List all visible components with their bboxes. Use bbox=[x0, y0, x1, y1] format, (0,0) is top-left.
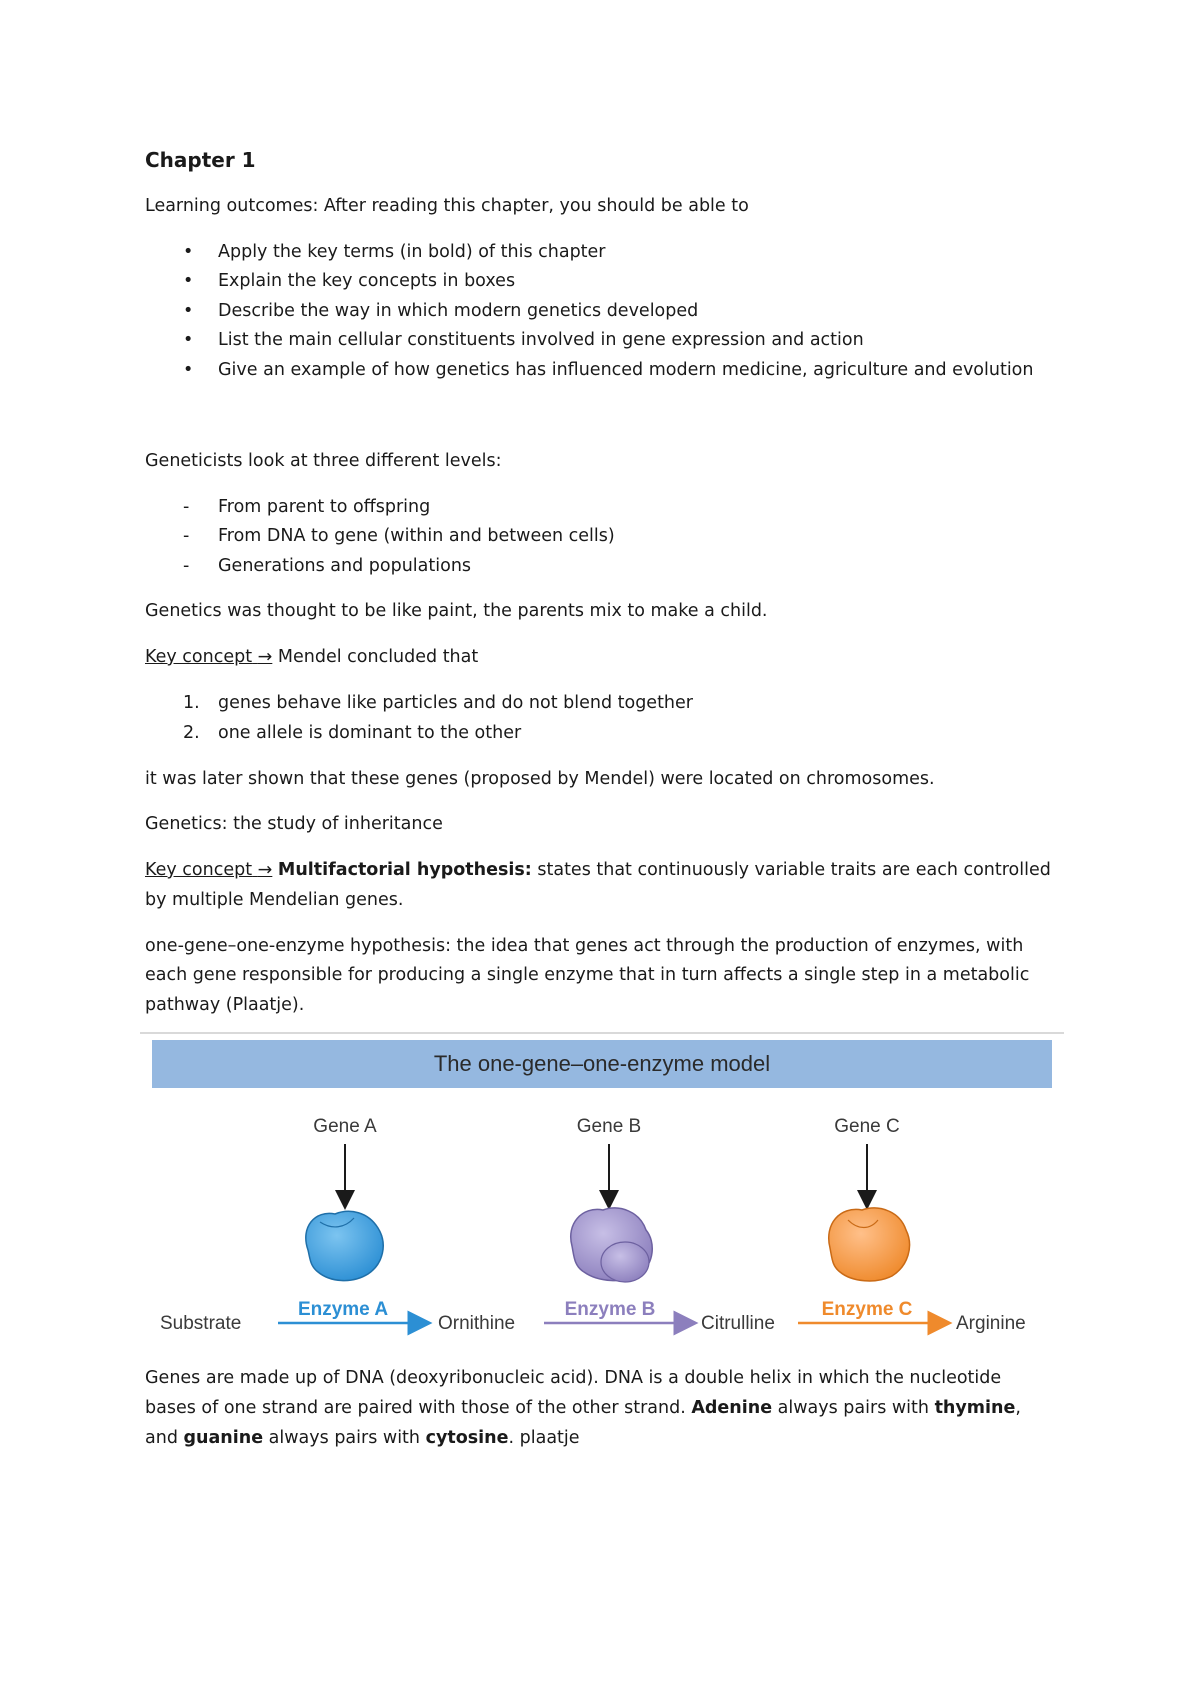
enzyme-b-icon bbox=[571, 1208, 653, 1282]
arrow-right-icon: → bbox=[257, 647, 273, 667]
bullet-icon: • bbox=[183, 301, 194, 321]
enzyme-label: Enzyme B bbox=[564, 1299, 656, 1320]
key-term: Adenine bbox=[691, 1398, 773, 1418]
dash-marker: - bbox=[183, 556, 190, 576]
arrow-right-icon: → bbox=[257, 860, 273, 880]
learning-outcomes-intro: Learning outcomes: After reading this chapter, you should be able to bbox=[145, 196, 749, 216]
dna-paragraph-line: Genes are made up of DNA (deoxyribonucleic acid). DNA is a double helix in which the nucleotide bbox=[145, 1368, 1002, 1388]
chromosomes-statement: it was later shown that these genes (proposed by Mendel) were located on chromosomes. bbox=[145, 769, 935, 789]
paint-statement: Genetics was thought to be like paint, the parents mix to make a child. bbox=[145, 601, 768, 621]
enzyme-c-icon bbox=[829, 1208, 910, 1281]
key-concept-label: Key concept → bbox=[145, 860, 273, 880]
key-term: cytosine bbox=[425, 1428, 509, 1448]
list-number: 1. bbox=[183, 693, 200, 713]
dna-paragraph-line: and guanine always pairs with cytosine. plaatje bbox=[145, 1428, 580, 1448]
dash-marker: - bbox=[183, 497, 190, 517]
one-gene-one-enzyme-figure bbox=[140, 1032, 1064, 1352]
bullet-icon: • bbox=[183, 271, 194, 291]
bullet-icon: • bbox=[183, 360, 194, 380]
key-concept-multifactorial-cont: by multiple Mendelian genes. bbox=[145, 890, 404, 910]
gene-label: Gene A bbox=[313, 1116, 377, 1137]
genetics-definition: Genetics: the study of inheritance bbox=[145, 814, 443, 834]
list-number: 2. bbox=[183, 723, 200, 743]
enzyme-label: Enzyme A bbox=[297, 1299, 389, 1320]
document-page: Chapter 1 Learning outcomes: After reading this chapter, you should be able to • Apply the key terms (in bold) of this chapter • Explain the key concepts in boxes • Describe the way in which modern genetics developed • List the main cellular constituents involved in gene expression and action • Give an example of how genetics has influenced modern medicine, agriculture and evolution Geneticists look at three different levels: - From parent to offspring - From DNA to gene (within and between cells) - Generations and populations Genetics was thought to be like paint, the parents mix to make a child. Key concept → Mendel concluded that 1. genes behave like particles and do not blend together 2. one allele is dominant to the other it was later shown that these genes (proposed by Mendel) were located on chromosomes. Genetics: the study of inheritance Key concept → Multifactorial hypothesis: states that continuously variable traits are each controlled by multiple Mendelian genes. one-gene–one-enzyme hypothesis: the idea that genes act through the production of enzymes, with each gene responsible for producing a single enzyme that in turn affects a single step in a metabolic pathway (Plaatje). Genes are made up of DNA (deoxyribonucleic acid). DNA is a double helix in which the nucleotide bases of one strand are paired with those of the other strand. Adenine always pairs with thymine, and guanine always pairs with cytosine. plaatje The one-gene–one-enzyme model Gene A Gene B Gene C Substrate Ornithine Citrulline Arginine Enzyme A Enzyme B Enzyme C bbox=[0, 0, 1200, 1698]
one-gene-paragraph-line: each gene responsible for producing a single enzyme that in turn affects a single step in a metabolic bbox=[145, 965, 1030, 985]
enzyme-a-icon bbox=[306, 1211, 383, 1280]
bullet-icon: • bbox=[183, 330, 194, 350]
metabolite-label: Arginine bbox=[956, 1313, 1026, 1334]
gene-label: Gene C bbox=[834, 1116, 900, 1137]
key-term: thymine bbox=[934, 1398, 1016, 1418]
chapter-title: Chapter 1 bbox=[145, 148, 256, 172]
bullet-icon: • bbox=[183, 242, 194, 262]
key-concept-multifactorial: Key concept → Multifactorial hypothesis: states that continuously variable traits are each controlled bbox=[145, 860, 1051, 880]
one-gene-paragraph-line: pathway (Plaatje). bbox=[145, 995, 305, 1015]
dna-paragraph-line: bases of one strand are paired with those of the other strand. Adenine always pairs with thymine, bbox=[145, 1398, 1021, 1418]
enzyme-label: Enzyme C bbox=[821, 1299, 913, 1320]
metabolite-label: Ornithine bbox=[438, 1313, 516, 1334]
one-gene-paragraph-line: one-gene–one-enzyme hypothesis: the idea that genes act through the production of enzymes, with bbox=[145, 936, 1024, 956]
figure-title: The one-gene–one-enzyme model bbox=[152, 1040, 1052, 1088]
key-term: guanine bbox=[183, 1428, 264, 1448]
gene-label: Gene B bbox=[576, 1116, 642, 1137]
pathway-diagram bbox=[140, 1032, 1064, 1352]
levels-intro: Geneticists look at three different levels: bbox=[145, 451, 502, 471]
dash-marker: - bbox=[183, 526, 190, 546]
metabolite-label: Citrulline bbox=[701, 1313, 775, 1334]
key-term: Multifactorial hypothesis: bbox=[277, 860, 532, 880]
key-concept-mendel: Key concept → Mendel concluded that bbox=[145, 647, 479, 667]
key-concept-label: Key concept → bbox=[145, 647, 273, 667]
metabolite-label: Substrate bbox=[160, 1313, 242, 1334]
